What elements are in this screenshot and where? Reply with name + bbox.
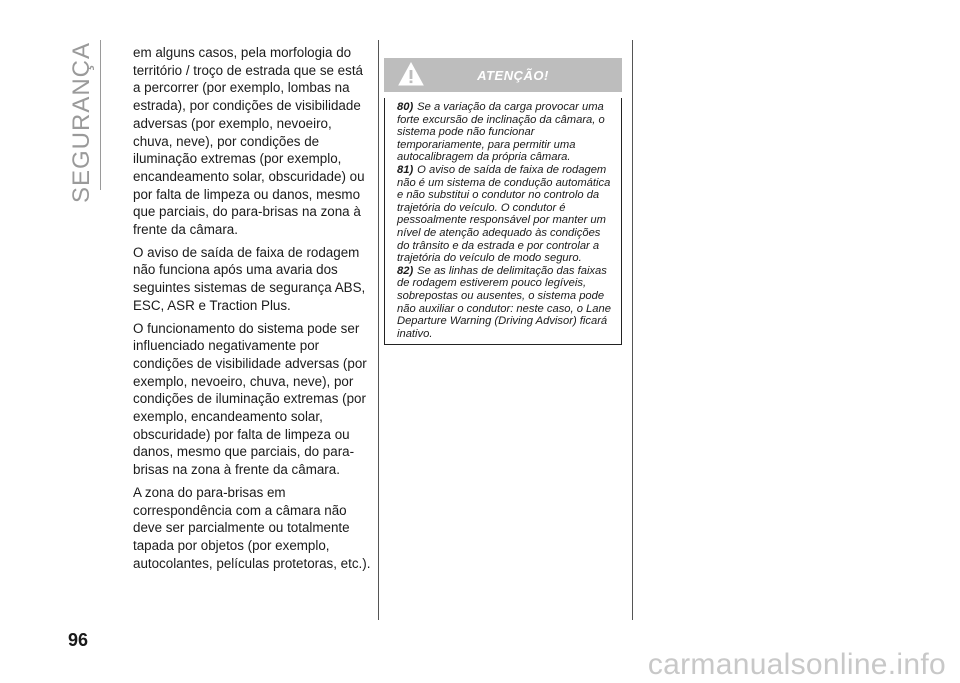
warning-item-number: 81) <box>397 163 414 176</box>
paragraph: A zona do para-brisas em correspondência com a câmara não deve ser parcialmente ou totalmente tapada por objetos (por exemplo, autocolantes, películas protetoras, etc.). <box>133 484 371 571</box>
warning-item <box>397 164 613 265</box>
paragraph: O funcionamento do sistema pode ser influenciado negativamente por condições de visibilidade adversas (por exemplo, nevoeiro, chuva, neve), por condições de iluminação extremas (por exemplo, encandeamento solar, obscuridade) por falta de limpeza ou danos, mesmo que parciais, do para-brisas na zona à frente da câmara. <box>133 320 367 478</box>
warning-hand-icon <box>398 62 424 86</box>
warning-item-number: 80) <box>397 101 414 113</box>
section-divider <box>100 40 101 190</box>
left-column <box>133 44 371 577</box>
warning-item <box>397 265 613 341</box>
warning-item-text: Se a variação da carga provocar uma forte excursão de inclinação da câmara, o sistema pode não funcionar temporariamente, para permitir uma autocalibragem da própria câmara. <box>397 101 605 164</box>
warning-item-text: O aviso de saída de faixa de rodagem não é um sistema de condução automática e não substitui o condutor no controlo da trajetória do veículo. O condutor é pessoalmente responsável por manter um nível de atenção adequado às condições do trânsito e da estrada e por controlar a trajetória do veículo de modo seguro. <box>397 163 611 265</box>
section-title: SEGURANÇA <box>68 42 95 204</box>
paragraph: em alguns casos, pela morfologia do território / troço de estrada que se está a percorrer (por exemplo, lombas na estrada), por condições de visibilidade adversas (por exemplo, nevoeiro, chuva, neve), por condições de iluminação extremas (por exemplo, encandeamento solar, obscuridade) ou por falta de limpeza ou danos, mesmo que parciais, do para-brisas na zona à frente da câmara. <box>133 45 365 238</box>
warning-item-number: 82) <box>397 264 414 277</box>
warning-box <box>384 58 622 345</box>
warning-item-text: Se as linhas de delimitação das faixas de rodagem estiverem pouco legíveis, sobrepostas ou ausentes, o sistema pode não auxiliar o condutor: neste caso, o Lane Departure Warning (Driving Advisor) ficará inativo. <box>397 264 611 340</box>
watermark: carmanualsonline.info <box>647 648 946 681</box>
column-divider <box>632 40 633 620</box>
paragraph: O aviso de saída de faixa de rodagem não funciona após uma avaria dos seguintes sistemas de segurança ABS, ESC, ASR e Traction Plus. <box>133 244 366 313</box>
column-divider <box>378 40 379 620</box>
warning-title: ATENÇÃO! <box>477 67 549 83</box>
page-number: 96 <box>68 630 89 650</box>
warning-item <box>397 101 613 164</box>
warning-body <box>384 98 622 345</box>
warning-header <box>384 58 622 92</box>
